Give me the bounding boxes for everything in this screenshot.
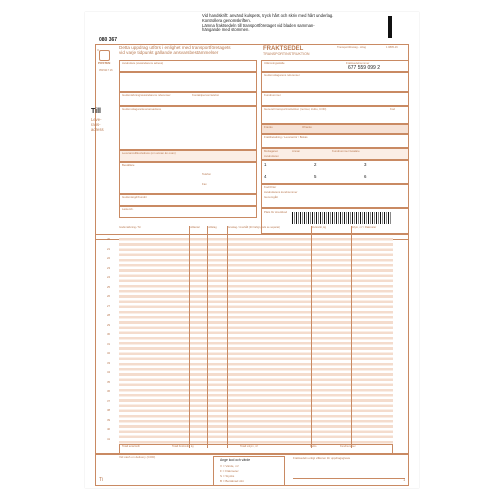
table-header: Godsmärkning / Nr Kolliantal Kollislag Varuslag / innehåll (för farligt gods se separat) Bruttovikt, kg Volym, m³ / Flakmeter [119,226,377,229]
receiver-reference-field[interactable]: Godsmottagarens referenser [261,72,409,92]
row-number: 26 [107,294,111,298]
transport-instruction-field[interactable]: Generell transportinstruktion (normer, kvitto, COD) Kod [261,106,409,124]
instruction-line: Lämna fraktsedeln till transportföretaget vid bladen samman- [202,22,315,28]
pickup-field[interactable]: Utlämningsställe Fraktsedelnummer 677 559 099 2 [261,60,409,72]
sender-address-field[interactable] [119,72,257,92]
edition: 1 0805-16 [386,46,398,49]
payment-field[interactable]: Fraktbetalning / Leverantör / Bokas [261,134,409,148]
franko-row[interactable]: Franko Ofranko [261,124,409,134]
sign-label: Fraktsedeln enligt villkoren för uppdragsgivare [293,456,351,460]
posten-logo [99,50,110,61]
row-number: 29 [107,322,111,327]
row-number: 34 [107,370,111,374]
row-number: 37 [107,398,111,403]
transport-label: Transportföretag - stlog [337,45,366,49]
payer-field[interactable]: Mottagaren Annan Avsändaren Kundnummer betalare [261,148,409,160]
receiver-field[interactable]: Godsmottagare/leveransadress [119,106,257,150]
route-code-field[interactable]: Kod/Orter Avsändarens kundnummer Genomgått [261,184,409,208]
side-code: 0515117 16 [99,69,113,72]
row-number: 35 [107,379,111,384]
totals-row[interactable]: Totalt antal kolli Totalt bruttovikt, kg Totalt volym, m³ Kvitto Kundnummer [119,444,393,454]
codes-box: Ange kod och värde V = Värde, m³ F = Flakmeter S = Stycks B = Beräknad vikt [213,456,285,486]
row-number: 22 [107,256,111,260]
row-number: 41 [107,436,111,441]
form-code: 080 367 [99,37,118,43]
waybill-number: 677 559 099 2 [348,65,380,71]
row-number: 30 [107,332,111,336]
ti-label: Ti [99,477,103,483]
barcode-field: Plats för streckkod [261,208,409,234]
row-number: 23 [107,265,111,270]
row-number: 20 [107,237,111,241]
instruction-line: hängande med stommen. [202,27,250,33]
cod-label: Vid cash on delivery (COD) [119,455,156,459]
instruction-line: Kontrollera genomskriften. [202,17,251,23]
numbered-boxes[interactable]: 1 2 3 4 5 6 [261,160,409,184]
customer-number-field[interactable]: Kundnummer [261,92,409,106]
instructions [202,14,333,33]
load-field[interactable]: Lastemb. [119,206,257,218]
roman-mark: II [97,48,99,52]
contact-field[interactable]: Godsmärkning/avsändarens referenser Kontaktperson/telefon [119,92,257,106]
row-number: 24 [107,275,111,279]
logo-text: POSTEN [98,61,111,65]
waybill-sheet [85,12,419,488]
row-number: 33 [107,360,111,365]
orderer-field[interactable]: Beställare Telefon Fax [119,162,257,194]
row-number: 36 [107,389,111,393]
till-label: Till [91,108,101,115]
page-number: 1 [403,477,406,482]
row-number: 31 [107,341,111,346]
row-number: 25 [107,284,111,289]
row-number: 38 [107,408,111,412]
row-number: 27 [107,303,111,308]
doc-title: FRAKTSEDEL [263,46,304,52]
instruction-line: Vid handskrift: använd kulspets, tryck hårt och skriv med hårt underlag. [202,13,334,18]
delivery-terms-field[interactable]: Leveransvillkor/adress (om annan än ovan) [119,150,257,162]
goods-count-field[interactable]: Godsmängd/Kundnr [119,194,257,206]
barcode [292,212,392,224]
sender-field[interactable]: Avsändare (avsändarens adress) [119,60,257,72]
row-numbers [107,238,110,447]
tear-mark [388,16,392,38]
row-number: 21 [107,246,111,251]
row-number: 28 [107,313,111,317]
doc-subtitle: TRANSPORTINSTRUKTION [263,52,310,56]
notice: Detta uppdrag utförs i enlighet med transportföretagets vid varje tidpunkt gällande ansvarsbestämmelser [119,45,231,56]
row-number: 39 [107,417,111,422]
row-number: 40 [107,427,111,431]
till-sub: Leve- rans- adress [91,117,104,133]
row-number: 32 [107,351,111,355]
